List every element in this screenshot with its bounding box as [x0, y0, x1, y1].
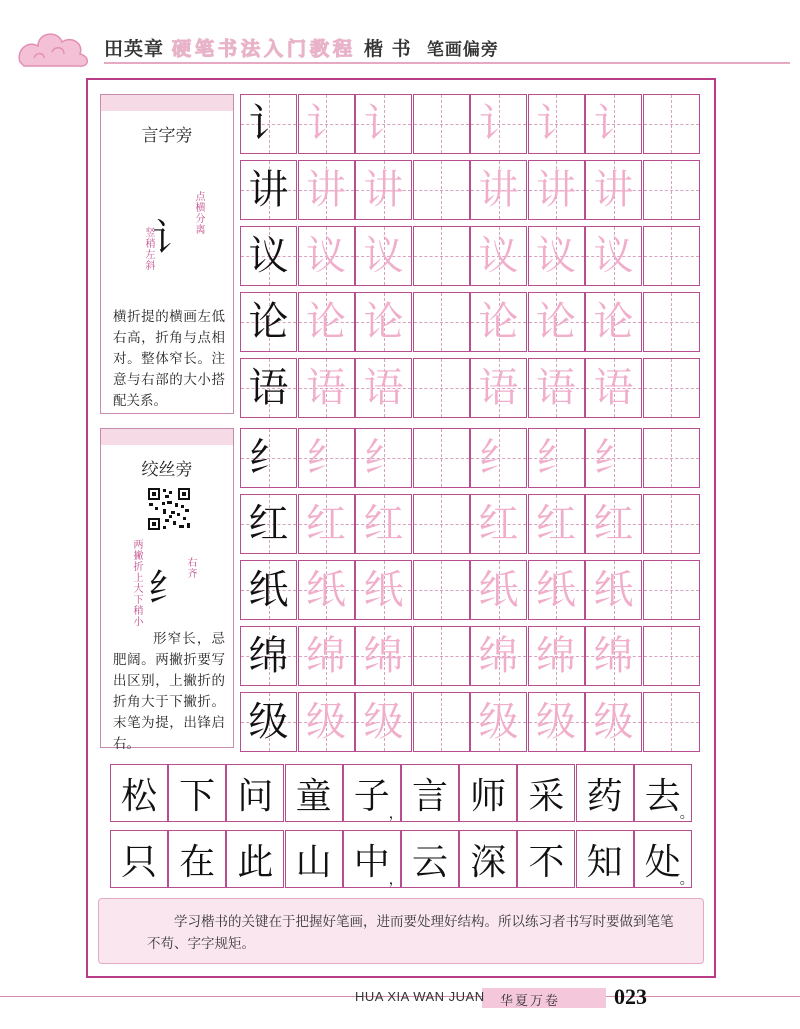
poem-char: 童	[295, 775, 332, 817]
tip-box	[98, 898, 704, 964]
section1-title: 言字旁	[141, 126, 193, 146]
trace-char: 讠	[593, 101, 634, 147]
trace-char: 议	[363, 233, 404, 279]
tip-text: 学习楷书的关键在于把握好笔画，进而要处理好结构。所以练习者书写时要做到笔笔不苟、字字规矩。	[147, 914, 674, 952]
trace-char	[414, 227, 469, 285]
poem-char-cell	[285, 764, 343, 822]
trace-char: 绵	[363, 633, 404, 679]
poem-char-cell	[517, 764, 575, 822]
trace-char-cell	[413, 560, 470, 620]
trace-char-cell	[643, 94, 700, 154]
trace-char	[644, 161, 699, 219]
trace-char-cell	[643, 358, 700, 418]
section2-description: 形窄长，忌肥阔。两撇折要写出区别，上撇折的折角大于下撇折。末笔为提，出锋启右。	[113, 631, 225, 752]
trace-char-cell	[470, 226, 527, 286]
model-char: 讲	[248, 167, 289, 213]
trace-char-cell	[528, 560, 585, 620]
trace-char-cell	[413, 626, 470, 686]
trace-char: 语	[478, 365, 519, 411]
trace-char-cell	[470, 626, 527, 686]
poem-char: 深	[470, 841, 507, 883]
cloud-logo-icon	[14, 22, 94, 70]
trace-char: 级	[306, 699, 346, 745]
section1-note-top: 点横分离	[193, 191, 204, 235]
trace-char-cell	[355, 428, 412, 488]
trace-char: 议	[593, 233, 634, 279]
section2-ribbon	[101, 429, 233, 445]
trace-char-cell	[413, 428, 470, 488]
poem-char-cell	[285, 830, 343, 888]
trace-char: 语	[306, 365, 346, 411]
trace-char-cell	[413, 94, 470, 154]
trace-char: 红	[593, 501, 634, 547]
footer-publisher-en: HUA XIA WAN JUAN	[355, 989, 485, 1004]
poem-char-cell	[168, 764, 226, 822]
trace-char-cell	[585, 226, 642, 286]
trace-char: 纟	[306, 435, 346, 481]
header-title	[104, 34, 499, 61]
trace-char: 纸	[363, 567, 404, 613]
poem-char-cell	[343, 764, 401, 822]
section1-ribbon	[101, 95, 233, 111]
model-char: 议	[248, 233, 289, 279]
trace-char-cell	[298, 292, 355, 352]
trace-char	[644, 561, 699, 619]
trace-char-cell	[470, 428, 527, 488]
poem-line-2	[110, 830, 692, 888]
trace-char	[414, 161, 469, 219]
trace-char	[644, 429, 699, 487]
poem-char: 师	[470, 775, 507, 817]
trace-char-cell	[470, 560, 527, 620]
poem-char: 问	[237, 775, 274, 817]
poem-char: 不	[528, 841, 565, 883]
poem-char-cell	[168, 830, 226, 888]
trace-char-cell	[298, 94, 355, 154]
trace-char: 纸	[536, 567, 576, 613]
trace-char-cell	[528, 358, 585, 418]
trace-char: 纟	[536, 435, 576, 481]
section1-panel	[100, 94, 234, 414]
trace-char-cell	[413, 160, 470, 220]
poem-char: 知	[586, 841, 623, 883]
trace-char-cell	[528, 494, 585, 554]
trace-char	[644, 693, 699, 751]
trace-char-cell	[585, 94, 642, 154]
poem-char: 言	[411, 775, 448, 817]
trace-char: 红	[306, 501, 346, 547]
trace-char-cell	[585, 358, 642, 418]
model-char-cell	[240, 428, 297, 488]
trace-char-cell	[355, 94, 412, 154]
model-char: 语	[248, 365, 289, 411]
trace-char: 议	[478, 233, 519, 279]
model-char: 论	[248, 299, 289, 345]
trace-char-cell	[413, 358, 470, 418]
page-number: 023	[614, 984, 647, 1009]
trace-char: 级	[363, 699, 404, 745]
section2-radical: 纟	[147, 566, 186, 610]
trace-char: 论	[536, 299, 576, 345]
trace-char-cell	[585, 428, 642, 488]
poem-char: 此	[237, 841, 274, 883]
trace-char: 议	[536, 233, 576, 279]
poem-char: 山	[295, 841, 332, 883]
poem-char: 药	[586, 775, 623, 817]
poem-punctuation: 。	[679, 872, 694, 888]
trace-char-cell	[355, 560, 412, 620]
header-author: 田英章	[104, 38, 165, 60]
trace-char: 级	[478, 699, 519, 745]
model-char: 级	[248, 699, 289, 745]
trace-char: 论	[306, 299, 346, 345]
section2-title: 绞丝旁	[141, 460, 193, 480]
model-char-cell	[240, 692, 297, 752]
poem-char: 在	[179, 841, 216, 883]
trace-char-cell	[643, 428, 700, 488]
model-char-cell	[240, 626, 297, 686]
trace-char	[644, 95, 699, 153]
trace-char: 绵	[306, 633, 346, 679]
trace-char: 纟	[593, 435, 634, 481]
poem-char: 去	[644, 775, 681, 817]
trace-char	[644, 359, 699, 417]
trace-char: 讲	[536, 167, 576, 213]
trace-char-cell	[643, 692, 700, 752]
trace-char-cell	[413, 692, 470, 752]
model-char: 纟	[248, 435, 289, 481]
trace-char-cell	[298, 692, 355, 752]
trace-char-cell	[528, 94, 585, 154]
trace-char-cell	[355, 626, 412, 686]
trace-char-cell	[528, 626, 585, 686]
trace-char: 议	[306, 233, 346, 279]
model-char-cell	[240, 292, 297, 352]
trace-char: 论	[478, 299, 519, 345]
trace-char	[644, 293, 699, 351]
trace-char-cell	[643, 160, 700, 220]
qr-code-icon	[147, 487, 191, 531]
trace-char	[414, 293, 469, 351]
poem-char-cell	[226, 764, 284, 822]
poem-punctuation: ，	[388, 806, 403, 822]
section1-note-left: 竖稍左斜	[143, 227, 154, 271]
poem-char: 云	[411, 841, 448, 883]
trace-char	[414, 693, 469, 751]
trace-char-cell	[413, 292, 470, 352]
trace-char	[414, 627, 469, 685]
section2-note-left: 两撇折上大下稍小	[131, 539, 142, 627]
poem-char-cell	[226, 830, 284, 888]
trace-char	[644, 627, 699, 685]
trace-char: 讲	[363, 167, 404, 213]
trace-char-cell	[585, 292, 642, 352]
trace-char: 纟	[478, 435, 519, 481]
model-char: 讠	[248, 101, 289, 147]
trace-char-cell	[528, 226, 585, 286]
trace-char-cell	[298, 494, 355, 554]
trace-char: 纸	[593, 567, 634, 613]
poem-char: 只	[120, 841, 157, 883]
trace-char: 红	[363, 501, 404, 547]
trace-char-cell	[298, 226, 355, 286]
trace-char-cell	[355, 160, 412, 220]
poem-char-cell	[459, 764, 517, 822]
trace-char	[414, 495, 469, 553]
trace-char	[644, 227, 699, 285]
trace-char	[414, 359, 469, 417]
trace-char	[414, 95, 469, 153]
trace-char: 讲	[478, 167, 519, 213]
trace-char: 语	[536, 365, 576, 411]
poem-char: 下	[179, 775, 216, 817]
poem-char-cell	[401, 830, 459, 888]
trace-char-cell	[355, 358, 412, 418]
trace-char-cell	[298, 626, 355, 686]
trace-char-cell	[585, 626, 642, 686]
header-series: 硬笔书法入门教程	[172, 38, 357, 60]
trace-char	[414, 429, 469, 487]
section1-radical: 讠	[151, 216, 190, 260]
trace-char: 论	[593, 299, 634, 345]
poem-char: 采	[528, 775, 565, 817]
trace-char: 语	[363, 365, 404, 411]
trace-char-cell	[355, 692, 412, 752]
model-char-cell	[240, 494, 297, 554]
trace-char: 绵	[478, 633, 519, 679]
model-char: 绵	[248, 633, 289, 679]
poem-line-1	[110, 764, 692, 822]
trace-char: 绵	[593, 633, 634, 679]
trace-char: 纟	[363, 435, 404, 481]
trace-char-cell	[643, 626, 700, 686]
trace-char: 讠	[363, 101, 404, 147]
trace-char-cell	[528, 160, 585, 220]
trace-char-cell	[643, 494, 700, 554]
poem-char-cell	[517, 830, 575, 888]
model-char: 纸	[248, 567, 289, 613]
trace-char-cell	[528, 292, 585, 352]
trace-char-cell	[643, 226, 700, 286]
trace-char: 红	[478, 501, 519, 547]
model-char-cell	[240, 226, 297, 286]
trace-char	[644, 495, 699, 553]
header-style: 楷 书	[364, 38, 412, 60]
model-char-cell	[240, 160, 297, 220]
section1-description: 横折提的横画左低右高，折角与点相对。整体窄长。注意与右部的大小搭配关系。	[113, 309, 225, 409]
trace-char-cell	[413, 494, 470, 554]
trace-char: 讠	[306, 101, 346, 147]
trace-char-cell	[528, 692, 585, 752]
header-topic: 笔画偏旁	[426, 40, 499, 60]
poem-char-cell	[576, 830, 634, 888]
poem-char-cell	[343, 830, 401, 888]
trace-char	[414, 561, 469, 619]
trace-char-cell	[470, 292, 527, 352]
trace-char: 论	[363, 299, 404, 345]
trace-char-cell	[585, 692, 642, 752]
trace-char-cell	[643, 560, 700, 620]
poem-char-cell	[576, 764, 634, 822]
poem-punctuation: 。	[679, 806, 694, 822]
trace-char-cell	[298, 428, 355, 488]
trace-char-cell	[528, 428, 585, 488]
trace-char: 纸	[478, 567, 519, 613]
model-char-cell	[240, 560, 297, 620]
trace-char-cell	[585, 494, 642, 554]
section2-note-right: 右齐	[185, 557, 196, 579]
header-divider	[104, 62, 790, 64]
section2-panel	[100, 428, 234, 752]
trace-char: 讠	[536, 101, 576, 147]
trace-char: 纸	[306, 567, 346, 613]
trace-char: 绵	[536, 633, 576, 679]
trace-char-cell	[585, 160, 642, 220]
footer-publisher-cn: 华夏万卷	[500, 994, 561, 1009]
model-char-cell	[240, 358, 297, 418]
poem-char-cell	[110, 764, 168, 822]
trace-char-cell	[355, 494, 412, 554]
poem-char: 处	[644, 841, 681, 883]
trace-char: 级	[593, 699, 634, 745]
model-char-cell	[240, 94, 297, 154]
poem-char-cell	[634, 764, 692, 822]
trace-char-cell	[355, 292, 412, 352]
trace-char-cell	[585, 560, 642, 620]
trace-char-cell	[413, 226, 470, 286]
trace-char: 语	[593, 365, 634, 411]
poem-char: 子	[353, 775, 390, 817]
trace-char: 讲	[593, 167, 634, 213]
trace-char-cell	[470, 160, 527, 220]
trace-char-cell	[470, 358, 527, 418]
trace-char-cell	[643, 292, 700, 352]
poem-char: 松	[120, 775, 157, 817]
poem-punctuation: ，	[388, 872, 403, 888]
trace-char: 讠	[478, 101, 519, 147]
poem-char: 中	[353, 841, 390, 883]
trace-char-cell	[470, 494, 527, 554]
trace-char: 讲	[306, 167, 346, 213]
trace-char-cell	[298, 160, 355, 220]
trace-char: 级	[536, 699, 576, 745]
trace-char-cell	[298, 358, 355, 418]
poem-char-cell	[459, 830, 517, 888]
poem-char-cell	[401, 764, 459, 822]
poem-char-cell	[110, 830, 168, 888]
trace-char-cell	[298, 560, 355, 620]
model-char: 红	[248, 501, 289, 547]
trace-char-cell	[355, 226, 412, 286]
trace-char: 红	[536, 501, 576, 547]
trace-char-cell	[470, 94, 527, 154]
poem-char-cell	[634, 830, 692, 888]
trace-char-cell	[470, 692, 527, 752]
